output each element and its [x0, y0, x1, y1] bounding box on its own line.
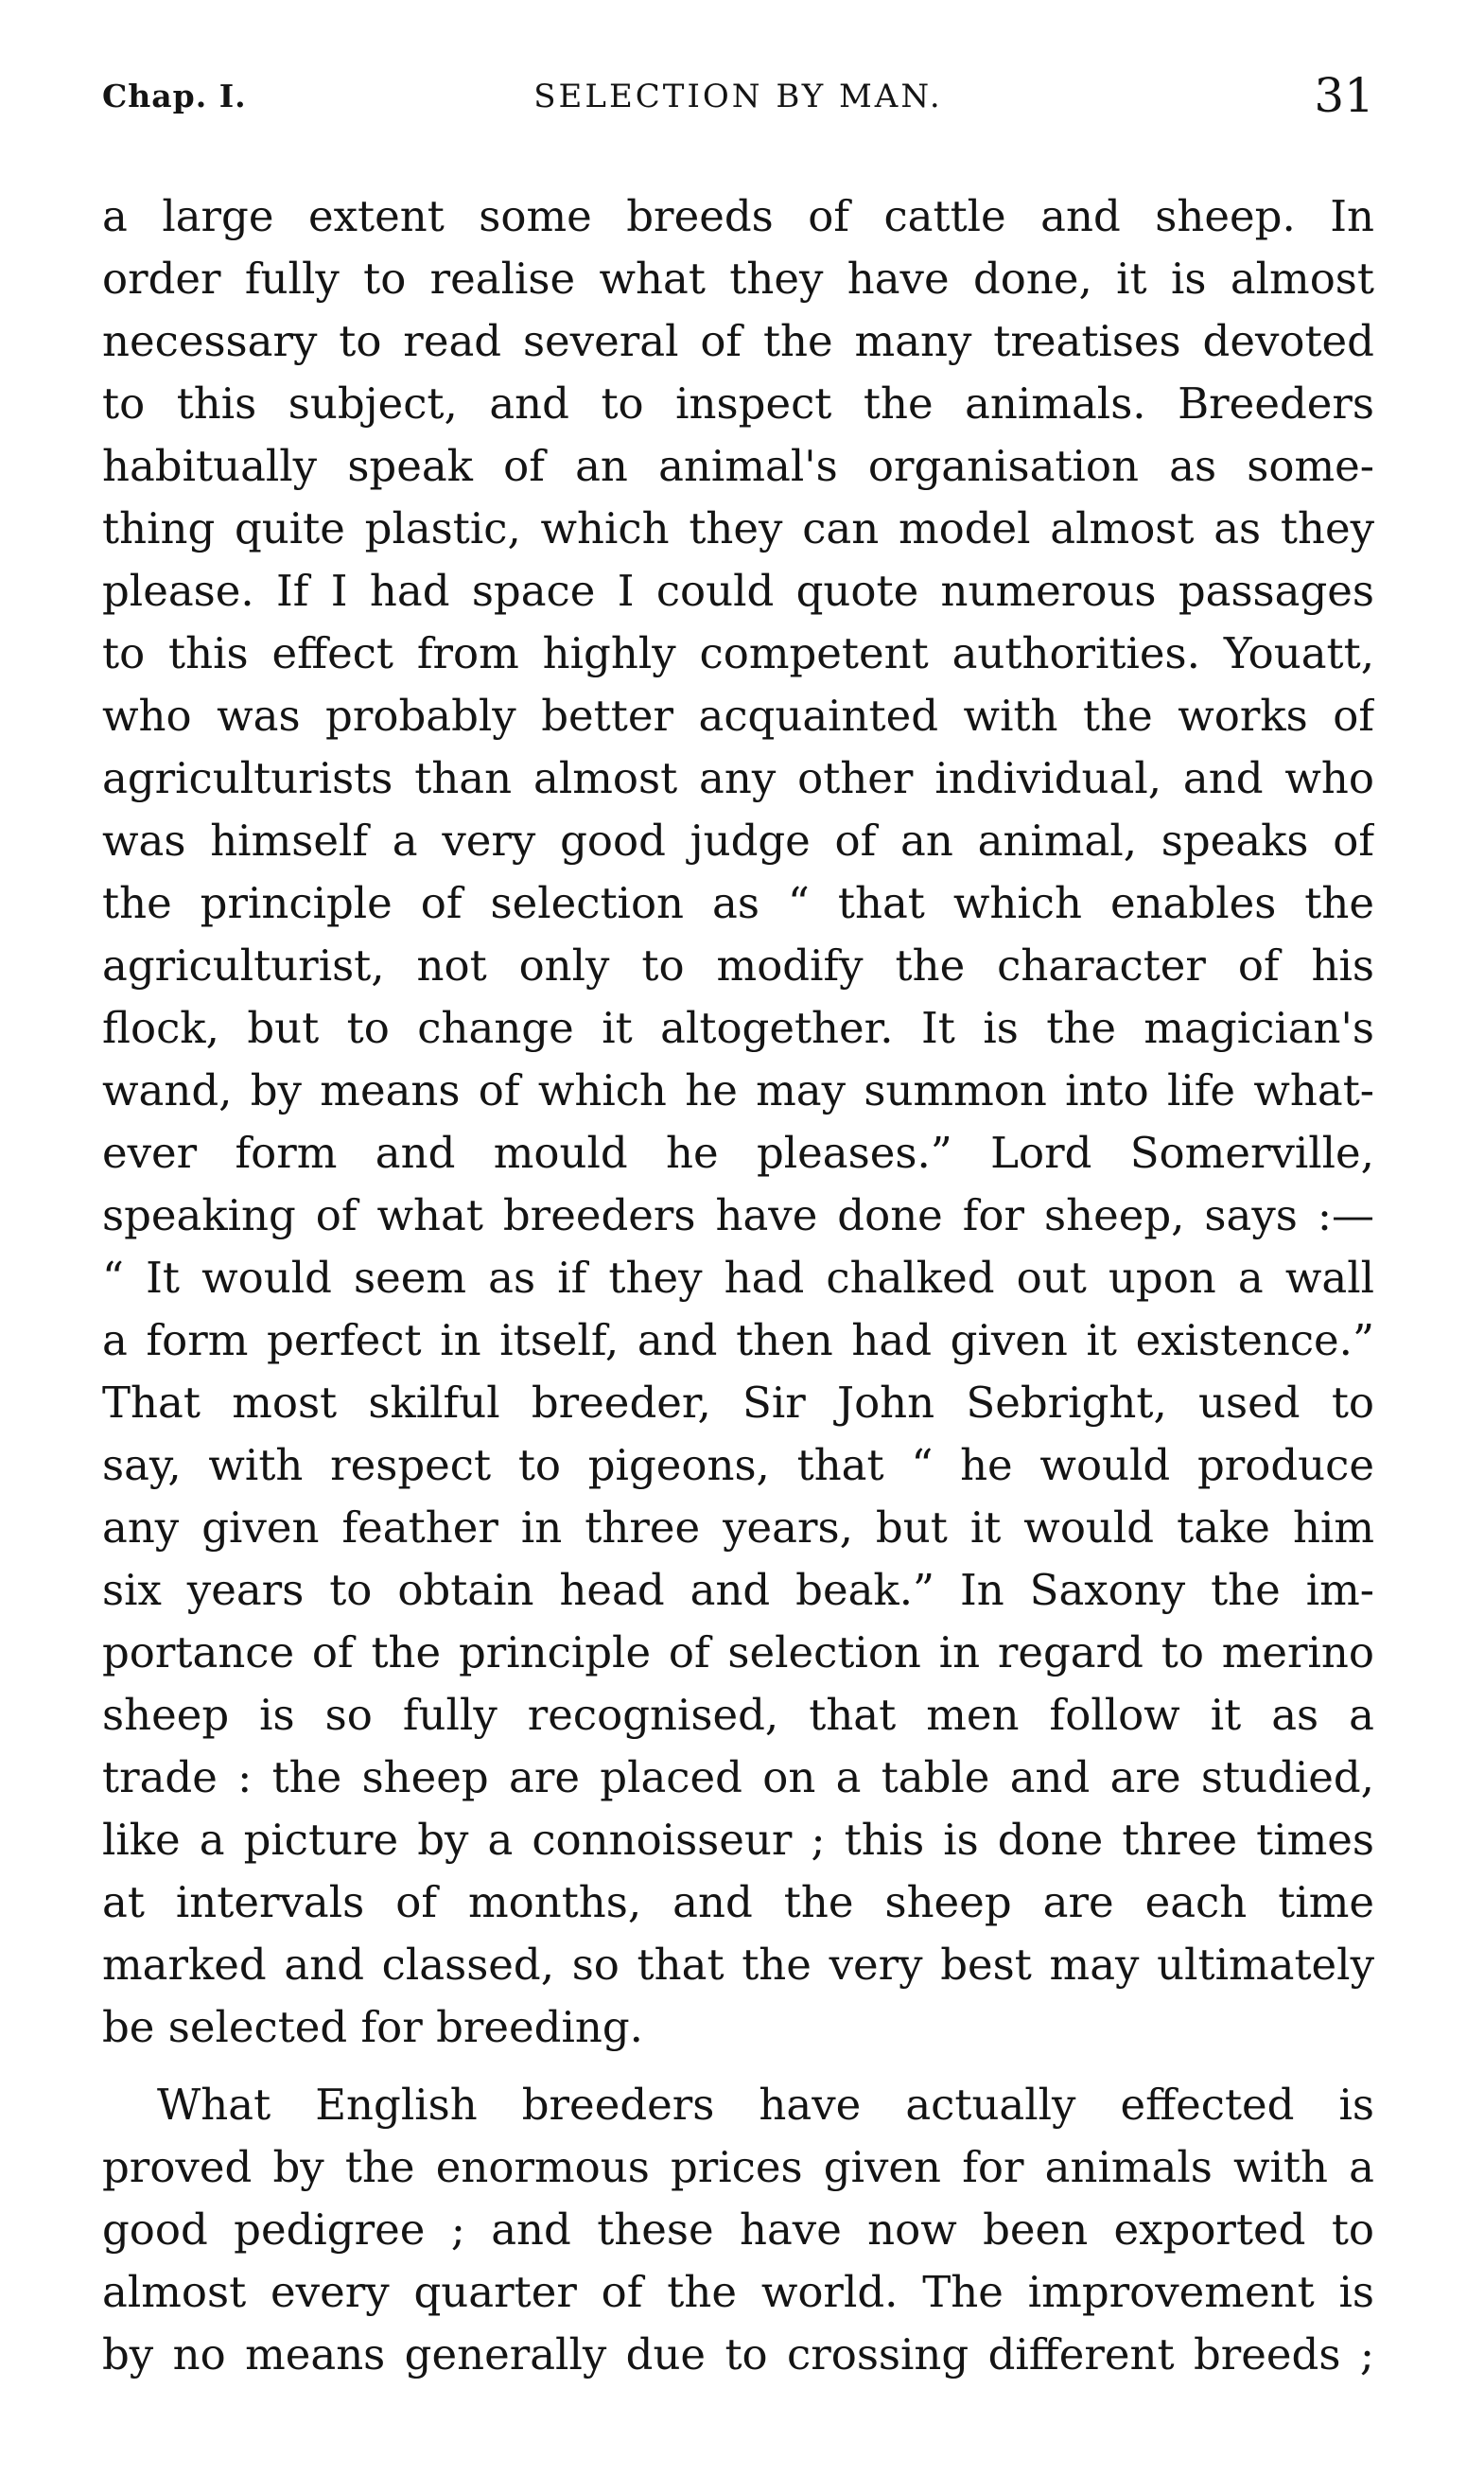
text-line: That most skilful breeder, Sir John Sebright, used to: [102, 1378, 1374, 1428]
text-line: order fully to realise what they have done, it is almost: [102, 254, 1374, 304]
running-title: SELECTION BY MAN.: [533, 78, 943, 115]
text-line: portance of the principle of selection in regard to merino: [102, 1627, 1374, 1677]
text-line: thing quite plastic, which they can model almost as they: [102, 503, 1374, 553]
text-line: ever form and mould he pleases.” Lord Somerville,: [102, 1128, 1374, 1178]
text-line: speaking of what breeders have done for sheep, says :—: [102, 1190, 1374, 1240]
text-line: who was probably better acquainted with the works of: [102, 691, 1374, 741]
text-line: to this subject, and to inspect the animals. Breeders: [102, 378, 1374, 429]
text-line: at intervals of months, and the sheep are each time: [102, 1877, 1374, 1927]
text-line: habitually speak of an animal's organisation as some-: [102, 441, 1374, 491]
text-line: be selected for breeding.: [102, 2002, 643, 2052]
text-line: by no means generally due to crossing different breeds ;: [102, 2329, 1374, 2379]
text-line: agriculturists than almost any other individual, and who: [102, 753, 1374, 803]
paragraph-1: [102, 185, 1374, 2059]
text-line: marked and classed, so that the very best may ultimately: [102, 1940, 1374, 1990]
text-line: sheep is so fully recognised, that men follow it as a: [102, 1690, 1374, 1740]
text-line: flock, but to change it altogether. It is the magician's: [102, 1003, 1374, 1053]
chapter-label: Chap. I.: [102, 78, 247, 114]
text-line: six years to obtain head and beak.” In Saxony the im-: [102, 1565, 1374, 1615]
running-head: [102, 68, 1374, 125]
text-line: the principle of selection as “ that which enables the: [102, 878, 1374, 928]
text-line: a form perfect in itself, and then had given it existence.”: [102, 1315, 1374, 1365]
text-line: good pedigree ; and these have now been exported to: [102, 2204, 1374, 2255]
body-text: [102, 185, 1374, 2386]
text-line: What English breeders have actually effected is: [157, 2080, 1374, 2130]
text-line: wand, by means of which he may summon into life what-: [102, 1065, 1374, 1115]
text-line: to this effect from highly competent authorities. Youatt,: [102, 628, 1374, 678]
text-line: agriculturist, not only to modify the character of his: [102, 940, 1374, 991]
text-line: like a picture by a connoisseur ; this is done three times: [102, 1815, 1374, 1865]
text-line: trade : the sheep are placed on a table and are studied,: [102, 1752, 1374, 1802]
text-line: almost every quarter of the world. The improvement is: [102, 2267, 1374, 2317]
text-line: a large extent some breeds of cattle and sheep. In: [102, 191, 1374, 241]
text-line: proved by the enormous prices given for animals with a: [102, 2142, 1374, 2192]
text-line: necessary to read several of the many treatises devoted: [102, 316, 1374, 366]
text-line: please. If I had space I could quote numerous passages: [102, 566, 1374, 616]
text-line: any given feather in three years, but it would take him: [102, 1502, 1374, 1553]
text-line: “ It would seem as if they had chalked out upon a wall: [102, 1253, 1374, 1303]
text-line: was himself a very good judge of an animal, speaks of: [102, 816, 1374, 866]
paragraph-2: [102, 2074, 1374, 2386]
page-number: 31: [1314, 68, 1374, 123]
text-line: say, with respect to pigeons, that “ he would produce: [102, 1440, 1374, 1490]
